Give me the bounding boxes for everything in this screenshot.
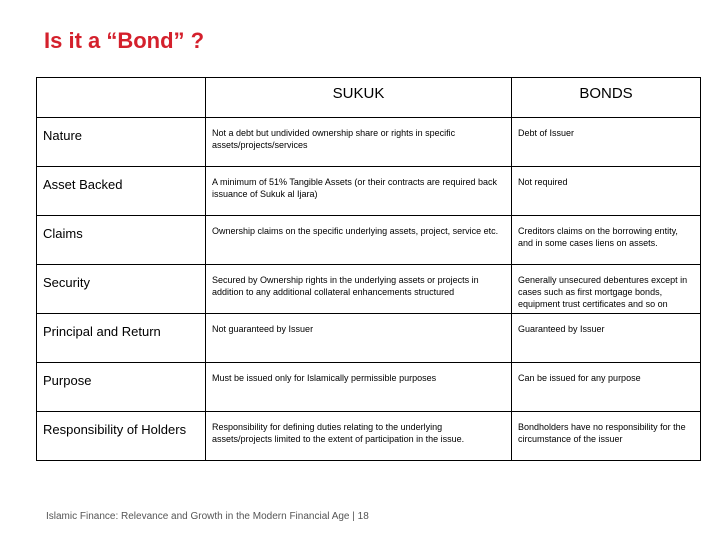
table-row (37, 363, 701, 412)
bonds-cell: Generally unsecured debentures except in cases such as first mortgage bonds, equipment trust certificates and so on (512, 265, 701, 314)
table-row (37, 167, 701, 216)
slide-title: Is it a “Bond” ? (44, 28, 205, 53)
bonds-cell: Creditors claims on the borrowing entity, and in some cases liens on assets. (512, 216, 701, 265)
row-label: Principal and Return (37, 314, 206, 363)
bonds-cell: Guaranteed by Issuer (512, 314, 701, 363)
table-row (37, 265, 701, 314)
row-label: Claims (37, 216, 206, 265)
table-row (37, 412, 701, 461)
table-header-row (37, 78, 701, 118)
bonds-cell: Bondholders have no responsibility for the circumstance of the issuer (512, 412, 701, 461)
comparison-table (36, 77, 701, 461)
header-sukuk: SUKUK (206, 78, 512, 118)
row-label: Security (37, 265, 206, 314)
row-label: Purpose (37, 363, 206, 412)
header-bonds: BONDS (512, 78, 701, 118)
bonds-cell: Not required (512, 167, 701, 216)
table-row (37, 216, 701, 265)
sukuk-cell: Must be issued only for Islamically permissible purposes (206, 363, 512, 412)
sukuk-cell: Secured by Ownership rights in the underlying assets or projects in addition to any additional collateral enhancements structured (206, 265, 512, 314)
sukuk-cell: A minimum of 51% Tangible Assets (or their contracts are required back issuance of Sukuk al Ijara) (206, 167, 512, 216)
row-label: Asset Backed (37, 167, 206, 216)
row-label: Responsibility of Holders (37, 412, 206, 461)
sukuk-cell: Ownership claims on the specific underlying assets, project, service etc. (206, 216, 512, 265)
sukuk-cell: Not guaranteed by Issuer (206, 314, 512, 363)
row-label: Nature (37, 118, 206, 167)
table-row (37, 314, 701, 363)
bonds-cell: Can be issued for any purpose (512, 363, 701, 412)
bonds-cell: Debt of Issuer (512, 118, 701, 167)
slide-footer: Islamic Finance: Relevance and Growth in the Modern Financial Age | 18 (46, 511, 369, 522)
sukuk-cell: Responsibility for defining duties relating to the underlying assets/projects limited to the extent of participation in the issue. (206, 412, 512, 461)
sukuk-cell: Not a debt but undivided ownership share or rights in specific assets/projects/services (206, 118, 512, 167)
table-row (37, 118, 701, 167)
header-empty-cell (37, 78, 206, 118)
